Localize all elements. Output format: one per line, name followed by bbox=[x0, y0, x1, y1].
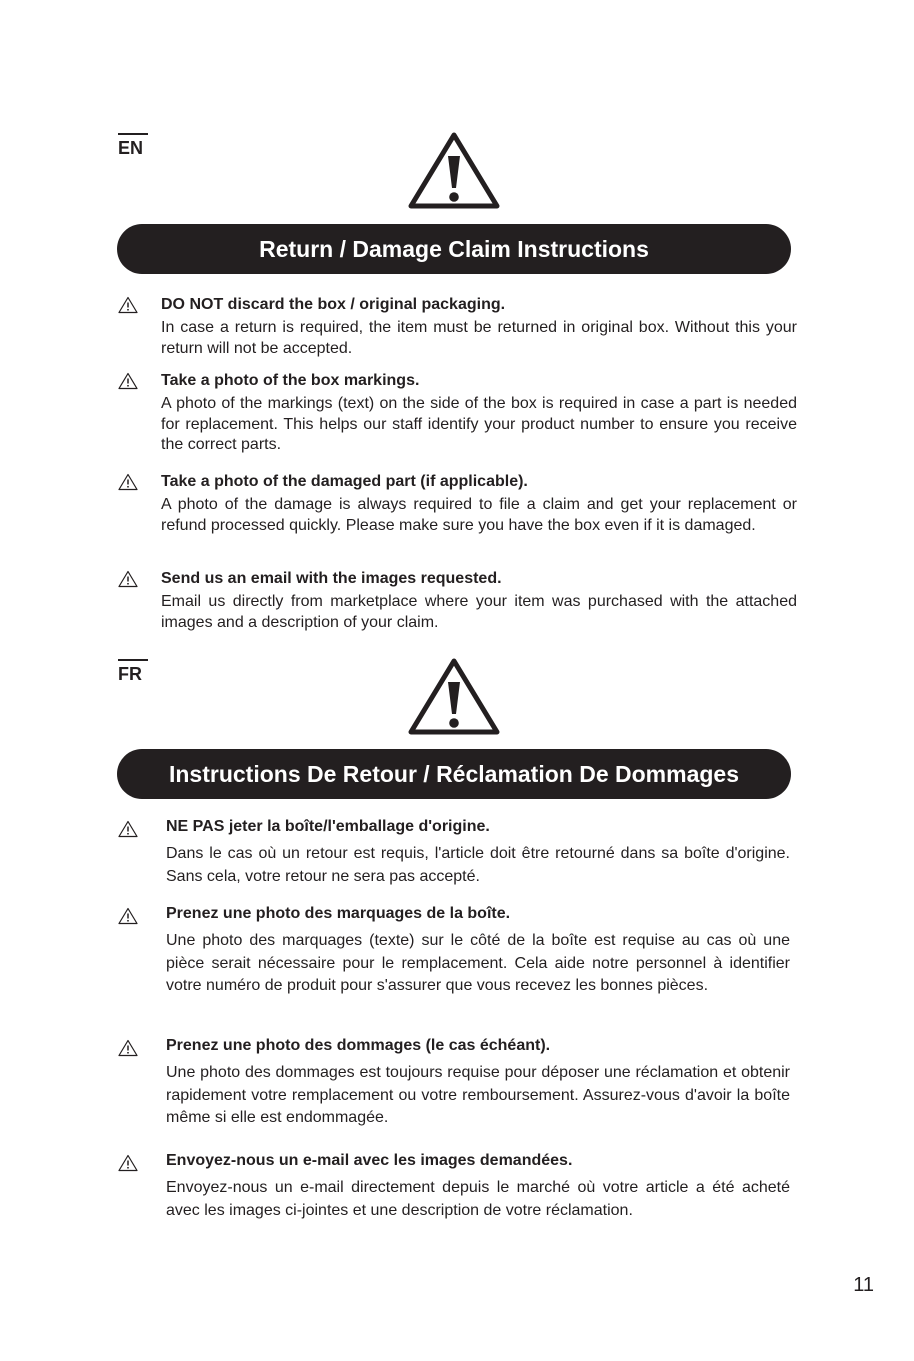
instruction-item bbox=[118, 817, 790, 888]
instruction-text: Dans le cas où un retour est requis, l'article doit être retourné dans sa boîte d'origine. Sans cela, votre retour ne sera pas accepté. bbox=[166, 845, 790, 885]
warning-triangle-icon bbox=[118, 1039, 138, 1057]
warning-triangle-icon bbox=[118, 820, 138, 838]
instruction-text: Une photo des dommages est toujours requise pour déposer une réclamation et obtenir rapidement votre remplacement ou votre remboursement. Assurez-vous d'avoir la boîte même si elle est endommagée. bbox=[166, 1064, 790, 1126]
instruction-text: In case a return is required, the item must be returned in original box. Without this your return will not be accepted. bbox=[161, 319, 797, 357]
warning-triangle-icon bbox=[118, 473, 138, 491]
instruction-heading: Take a photo of the damaged part (if applicable). bbox=[161, 473, 528, 490]
warning-icon bbox=[407, 130, 501, 210]
instruction-item bbox=[118, 904, 790, 998]
section-title-fr: Instructions De Retour / Réclamation De Dommages bbox=[117, 749, 791, 799]
instruction-text: A photo of the markings (text) on the side of the box is required in case a part is needed for replacement. This helps our staff identify your product number to ensure you receive the correct parts. bbox=[161, 395, 797, 453]
instruction-heading: NE PAS jeter la boîte/l'emballage d'origine. bbox=[166, 818, 490, 835]
warning-triangle-icon bbox=[118, 570, 138, 588]
instruction-heading: Send us an email with the images requested. bbox=[161, 570, 502, 587]
instruction-item bbox=[118, 1151, 790, 1222]
instruction-heading: Prenez une photo des dommages (le cas échéant). bbox=[166, 1037, 551, 1054]
language-label-en: EN bbox=[118, 133, 148, 158]
instruction-heading: Take a photo of the box markings. bbox=[161, 372, 420, 389]
warning-triangle-icon bbox=[118, 907, 138, 925]
instruction-text: Envoyez-nous un e-mail directement depuis le marché où votre article a été acheté avec les images ci-jointes et une description de votre réclamation. bbox=[166, 1179, 790, 1219]
warning-icon bbox=[407, 656, 501, 736]
language-label-fr: FR bbox=[118, 659, 148, 684]
instruction-item bbox=[118, 371, 797, 456]
instruction-heading: DO NOT discard the box / original packaging. bbox=[161, 296, 506, 313]
instruction-item bbox=[118, 472, 797, 536]
instruction-heading: Envoyez-nous un e-mail avec les images demandées. bbox=[166, 1152, 573, 1169]
page-number: 11 bbox=[853, 1274, 874, 1296]
warning-triangle-icon bbox=[118, 1154, 138, 1172]
instruction-item bbox=[118, 1036, 790, 1130]
instruction-text: A photo of the damage is always required to file a claim and get your replacement or refund processed quickly. Please make sure you have the box even if it is damaged. bbox=[161, 496, 797, 534]
section-title-en: Return / Damage Claim Instructions bbox=[117, 224, 791, 274]
instruction-text: Une photo des marquages (texte) sur le côté de la boîte est requise au cas où une pièce serait nécessaire pour le remplacement. Cela aide notre personnel à identifier votre numéro de produit pour s'assurer que vous recevez les bonnes pièces. bbox=[166, 932, 790, 994]
instruction-heading: Prenez une photo des marquages de la boîte. bbox=[166, 905, 511, 922]
instruction-item bbox=[118, 295, 797, 359]
warning-triangle-icon bbox=[118, 296, 138, 314]
instruction-item bbox=[118, 569, 797, 633]
instruction-text: Email us directly from marketplace where your item was purchased with the attached images and a description of your claim. bbox=[161, 593, 797, 631]
warning-triangle-icon bbox=[118, 372, 138, 390]
